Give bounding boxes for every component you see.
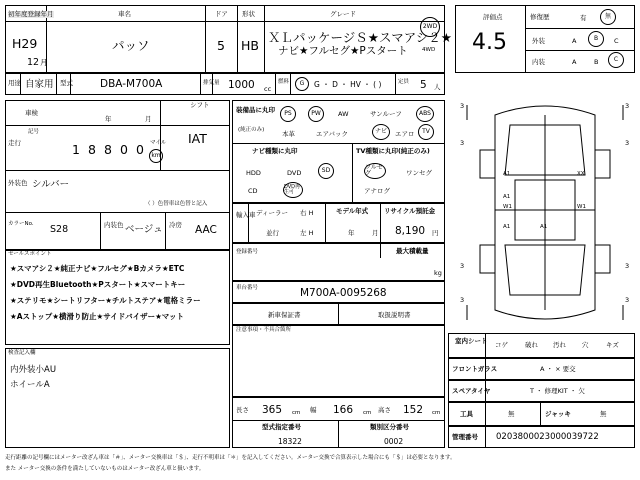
sheet-kizu: キズ [606,341,619,349]
spare-value: T ・ 修理KIT ・ 欠 [530,387,585,395]
recycle-yen: 円 [432,229,439,237]
navi-sd: SD [318,163,334,179]
notes-label: 注意事項・不具合箇所 [236,327,292,333]
tools-label: 工具 [460,410,473,418]
sheet-ana: 穴 [582,341,589,349]
equip-aw: AW [338,110,349,118]
capacity: 5 [420,79,427,91]
repair-yes: 有 [580,14,587,22]
diag-mark-xx: XX [577,171,585,177]
ext-c: C [614,37,619,45]
cc-unit: cc [264,85,272,93]
first-reg-month: 12 [27,57,40,68]
import-label: 輸入車 [236,211,256,219]
width-unit: cm [363,410,372,416]
vehicle-history-label: 車検 [25,109,38,117]
displacement: 1000 [228,79,255,91]
inspector-line2: ホイールA [10,380,50,390]
repair-no-circle: 無 [600,9,616,25]
displacement-label: 排気量 [203,80,220,86]
sheet-yogore: 汚れ [553,341,566,349]
selling-line1: ★スマアシ２★純正ナビ★フルセグ★Bカメラ★ETC [10,264,185,273]
width-label: 幅 [310,406,317,414]
color-note: （ ）色替車は色替と記入 [145,201,208,207]
score-value: 4.5 [472,30,507,55]
ac-value: AAC [195,224,217,236]
equip-navi: ナビ [372,124,390,140]
vh-year: 年 [105,115,112,123]
color-label: 外装色 [8,179,28,187]
spare-label: スペアタイヤ [452,387,491,395]
usage: 自家用 [25,79,54,90]
tools-value: 無 [508,410,515,418]
notes-block [232,325,445,397]
int-b: B [594,58,599,66]
type-cert-value: 18322 [278,437,302,446]
equip-tv: TV [418,124,434,140]
drive-2wd-circle: 2WD [420,17,440,37]
navi-hdd: HDD [246,169,261,177]
equip-sunroof: サンルーフ [370,110,402,118]
diag-mark-br: 3 [625,262,630,270]
first-reg-era: H29 [12,36,38,51]
car-diagram-svg [455,95,635,330]
mileage-d3: 8 [104,142,112,157]
inspector-label: 検査記入欄 [8,350,36,356]
length-value: 365 [262,404,283,416]
windshield-value: A ・ × 要交 [540,365,576,373]
diag-mark-br2: 3 [625,296,630,304]
mileage-unit-label: 記号 [28,129,40,135]
mileage-d2: 8 [88,142,96,157]
mileage-label: 走行 [8,139,21,147]
shift-value: IAT [188,131,207,146]
vh-month: 月 [145,115,152,123]
mgmt-label: 管理番号 [452,433,478,441]
selling-line4: ★Aストップ★横滑り防止★サイドバイザー★マット [10,312,184,321]
capacity-label: 定員 [398,79,410,85]
diag-mark-tl2: 3 [460,139,465,147]
height-label: 高さ [378,406,391,414]
score-label: 評価点 [483,13,503,21]
grade-label: グレード [330,10,356,18]
model-year-label: モデル年式 [336,207,369,215]
int-c-circle: C [608,52,624,68]
warranty: 新車保証書 [268,311,301,319]
sheet-yabure: 破れ [525,341,538,349]
model: DBA-M700A [100,78,163,90]
equip-leather: 本革 [282,130,295,138]
import-left: 左 H [300,229,314,237]
model-month-unit: 月 [372,229,379,237]
ac-label: 冷房 [169,221,182,229]
door-label: ドア [215,10,228,18]
import-parallel: 並行 [266,229,279,237]
color-no-value: S28 [50,224,69,235]
first-reg-label: 初年度登録年月 [8,10,54,18]
fuel-options: G ・ D ・ HV ・ ( ) [314,80,382,89]
footer-line1: 走行距離の記号欄にはメーター改ざん車は「＃」、メーター交換車は「＄」、走行不明車は「＊」を記入してください。メーター交換で合算表示した場合にも「＄」は必要となります。 [5,455,456,461]
diag-mark-a1-mid: A1 [503,194,511,200]
footer-line2: また メーター交換の条件を満たしていないものはメーター改ざん車と扱います。 [5,466,205,472]
category-label: 類別区分番号 [370,423,409,431]
car-name: パッソ [112,38,150,53]
tv-oneseg: ワンセグ [406,169,432,177]
navi-label: ナビ種類に丸印 [252,147,298,155]
int-a: A [572,58,577,66]
ext-b-circle: B [588,31,604,47]
reg-no-label: 登録番号 [236,249,259,255]
mileage-km-circle: km [149,149,163,163]
sheet-koge: コゲ [495,341,508,349]
mileage-mile: マイル [150,140,167,146]
car-diagram [455,95,635,330]
equipment-sub: (純正のみ) [238,127,265,133]
color-no-label: カラーNo. [8,221,34,227]
diag-mark-tl: 3 [460,102,465,110]
diag-mark-bl2: 3 [460,296,465,304]
equip-pw: PW [308,106,324,122]
fuel-label: 燃料 [278,79,290,85]
diag-mark-a1-low: A1 [503,224,511,230]
height-value: 152 [403,404,424,416]
diag-mark-tr2: 3 [625,139,630,147]
usage-label: 用途 [8,79,21,87]
height-unit: cm [432,410,441,416]
import-dealer: ディーラー [256,209,288,217]
windshield-label: フロントガラス [452,365,498,373]
equip-abs: ABS [416,106,434,122]
width-value: 166 [333,404,354,416]
interior-color-label: 内装色 [104,221,124,229]
category-value: 0002 [384,437,404,446]
navi-cd: CD [248,187,258,195]
diag-mark-a1-low2: A1 [540,224,548,230]
diag-mark-tr: 3 [625,102,630,110]
shape-label: 形状 [242,10,255,18]
equip-aero: エアロ [395,130,415,138]
tv-analog: アナログ [364,187,390,195]
jack-label: ジャッキ [545,410,571,418]
length-unit: cm [292,410,301,416]
manual: 取扱説明書 [378,311,411,319]
grade-line1: ＸＬパッケージＳ★スマアシ２★ [268,30,452,45]
ext-a: A [572,37,577,45]
diag-mark-w1-right: W1 [577,204,586,210]
equipment-label: 装備品に丸印 [236,106,275,114]
max-load-unit: kg [434,269,442,277]
import-right: 右 H [300,209,314,217]
inspector-block [5,348,230,448]
color-value: シルバー [32,179,70,190]
max-load-label: 最大積載量 [396,247,429,255]
model-label: 型式 [60,79,73,87]
interior-sheet-label: 室内シート [455,337,488,345]
navi-dvd: DVD [287,169,302,177]
diag-mark-bl: 3 [460,262,465,270]
inspector-line1: 内外装小AU [10,365,57,375]
doors: 5 [217,38,225,53]
car-name-label: 車名 [118,10,131,18]
recycle-value: 8,190 [395,225,426,237]
drive-4wd: 4WD [422,47,436,53]
chassis-label: 車台番号 [236,285,259,291]
model-year-unit: 年 [348,229,355,237]
interior-color-value: ベージュ [125,224,163,235]
mileage-d4: 0 [120,142,128,157]
repair-label: 修復歴 [530,13,550,21]
exterior-label: 外装 [532,37,545,45]
selling-line2: ★DVD再生Bluetooth★Pスタート★スマートキー [10,280,186,289]
capacity-unit: 人 [434,83,441,91]
mileage-d1: 1 [72,142,80,157]
interior-eval-label: 内装 [532,58,545,66]
grade-line2: ナビ★フルセグ★Pスタート [278,45,408,57]
shift-label: シフト [190,101,210,109]
mileage-d5: 0 [136,142,144,157]
jack-value: 無 [600,410,607,418]
diag-mark-w1-left: W1 [503,204,512,210]
shape: HB [241,38,259,53]
type-cert-label: 型式指定番号 [262,423,301,431]
tv-fullseg: フルセグ [364,163,386,179]
selling-line3: ★ステリモ★シートリフター★チルトステア★電格ミラー [10,296,201,305]
length-label: 長さ [236,406,249,414]
tv-label: TV種類に丸印(純正のみ) [356,147,430,155]
navi-dvd-play: DVD再生可 [283,182,303,198]
diag-mark-a1-left: A1 [503,171,511,177]
equip-airbag: エアバック [316,130,348,138]
selling-points-label: セールスポイント [8,251,52,257]
first-reg-month-unit: 月 [40,58,48,67]
fuel-g-circle: G [295,77,309,91]
chassis-value: M700A-0095268 [300,287,387,299]
mgmt-value: 0203800023000039722 [496,432,599,442]
recycle-label: リサイクル預託金 [384,207,436,215]
equip-ps: PS [280,106,296,122]
